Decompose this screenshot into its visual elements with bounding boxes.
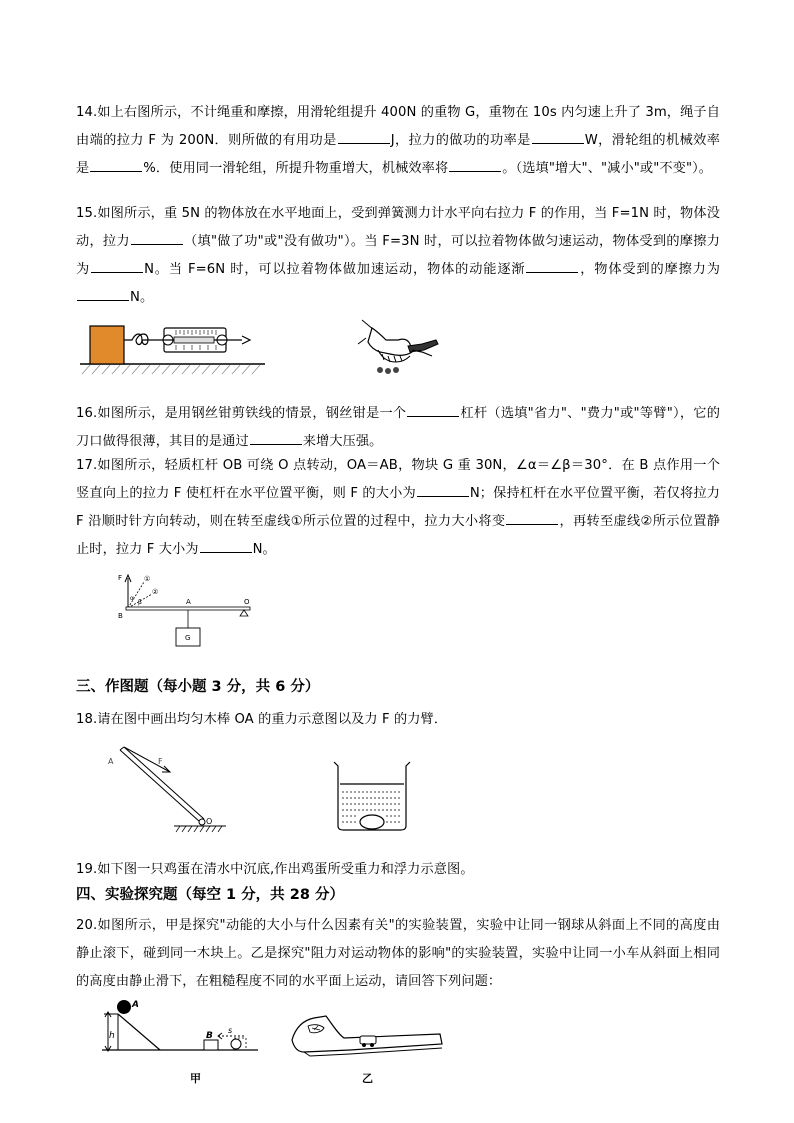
label-A: A xyxy=(132,1000,139,1010)
label-O: O xyxy=(206,817,213,826)
answer-blank[interactable] xyxy=(250,432,302,445)
wood-block xyxy=(204,1040,218,1050)
answer-blank[interactable] xyxy=(506,512,558,525)
section-3-title: 三、作图题（每小题 3 分，共 6 分） xyxy=(76,679,320,695)
label-s: s xyxy=(228,1026,233,1035)
label-A: A xyxy=(186,598,191,606)
label-dash-1: ① xyxy=(144,575,151,583)
answer-blank[interactable] xyxy=(449,159,501,172)
caption-yi: 乙 xyxy=(362,1072,373,1085)
answer-blank[interactable] xyxy=(338,131,390,144)
answer-blank[interactable] xyxy=(90,159,142,172)
question-16: 16.如图所示，是用钢丝钳剪铁线的情景，钢丝钳是一个 杠杆（选填"省力"、"费力"或"等臂"），它的刀口做得很薄，其目的是通过 来增大压强。 xyxy=(76,406,720,449)
label-F: F xyxy=(118,574,123,582)
answer-blank[interactable] xyxy=(532,131,584,144)
answer-blank[interactable] xyxy=(407,404,459,417)
wire-cutter-figure xyxy=(352,316,442,378)
toy-cart xyxy=(360,1036,376,1044)
label-beta: β xyxy=(138,599,142,606)
ramp-surface xyxy=(292,1016,442,1052)
label-G: G xyxy=(185,634,191,642)
answer-blank[interactable] xyxy=(526,260,578,273)
answer-blank[interactable] xyxy=(417,484,469,497)
answer-blank[interactable] xyxy=(77,288,129,301)
section-4-title: 四、实验探究题（每空 1 分，共 28 分） xyxy=(76,887,344,903)
orange-block xyxy=(90,326,124,364)
label-B: B xyxy=(206,1031,213,1041)
caption-jia: 甲 xyxy=(190,1072,201,1085)
figure-yi xyxy=(290,1012,446,1090)
question-19: 19.如下图一只鸡蛋在清水中沉底,作出鸡蛋所受重力和浮力示意图。 xyxy=(76,862,474,877)
answer-blank[interactable] xyxy=(91,260,143,273)
figure-jia xyxy=(100,998,260,1088)
label-F: F xyxy=(158,757,163,766)
label-B: B xyxy=(118,612,123,620)
label-dash-2: ② xyxy=(152,588,159,596)
question-18: 18.请在图中画出均匀木棒 OA 的重力示意图以及力 F 的力臂． xyxy=(76,712,448,727)
label-A: A xyxy=(108,757,114,766)
label-alpha: α xyxy=(130,595,134,602)
beaker-figure xyxy=(330,760,414,832)
label-h: h xyxy=(109,1031,115,1041)
spring-balance-figure xyxy=(80,312,280,374)
question-15: 15.如图所示，重 5N 的物体放在水平地面上，受到弹簧测力计水平向右拉力 F 的作用，当 F=1N 时，物体没动，拉力 （填"做了功"或"没有做功"）。当 F=3N 时，可以拉着物体做匀速运动，物体受到的摩擦力为 N。当 F=6N 时，可以拉着物体做加速运动，物体的动能逐渐 ，物体受到的摩擦力为N。 xyxy=(76,206,721,305)
egg xyxy=(360,815,384,829)
lever-figure xyxy=(112,570,262,656)
answer-blank[interactable] xyxy=(200,540,252,553)
label-O: O xyxy=(244,598,250,606)
answer-blank[interactable] xyxy=(131,232,183,245)
lever-bar xyxy=(126,607,250,610)
rod-figure xyxy=(108,742,228,834)
question-20: 20.如图所示，甲是探究"动能的大小与什么因素有关"的实验装置，实验中让同一钢球从斜面上不同的高度由静止滚下，碰到同一木块上。乙是探究"阻力对运动物体的影响"的实验装置，实验中让同一小车从斜面上相同的高度由静止滑下，在粗糙程度不同的水平面上运动，请回答下列问题： xyxy=(76,918,720,989)
question-17: 17.如图所示，轻质杠杆 OB 可绕 O 点转动，OA＝AB，物块 G 重 30N，∠α＝∠β＝30°．在 B 点作用一个竖直向上的拉力 F 使杠杆在水平位置平衡，则 F 的大小为 N；保持杠杆在水平位置平衡，若仅将拉力 F 沿顺时针方向转动，则在转至虚线①所示位置的过程中，拉力大小将变 ，再转至虚线②所示位置静止时，拉力 F 大小为 N。 xyxy=(76,458,720,557)
steel-ball xyxy=(117,1000,131,1014)
question-14: 14.如上右图所示，不计绳重和摩擦，用滑轮组提升 400N 的重物 G，重物在 10s 内匀速上升了 3m，绳子自由端的拉力 F 为 200N．则所做的有用功是 J，拉力的做功的功率是 W，滑轮组的机械效率是 %．使用同一滑轮组，所提升物重增大，机械效率将 。（选填"增大"、"减小"或"不变"）。 xyxy=(76,105,721,176)
